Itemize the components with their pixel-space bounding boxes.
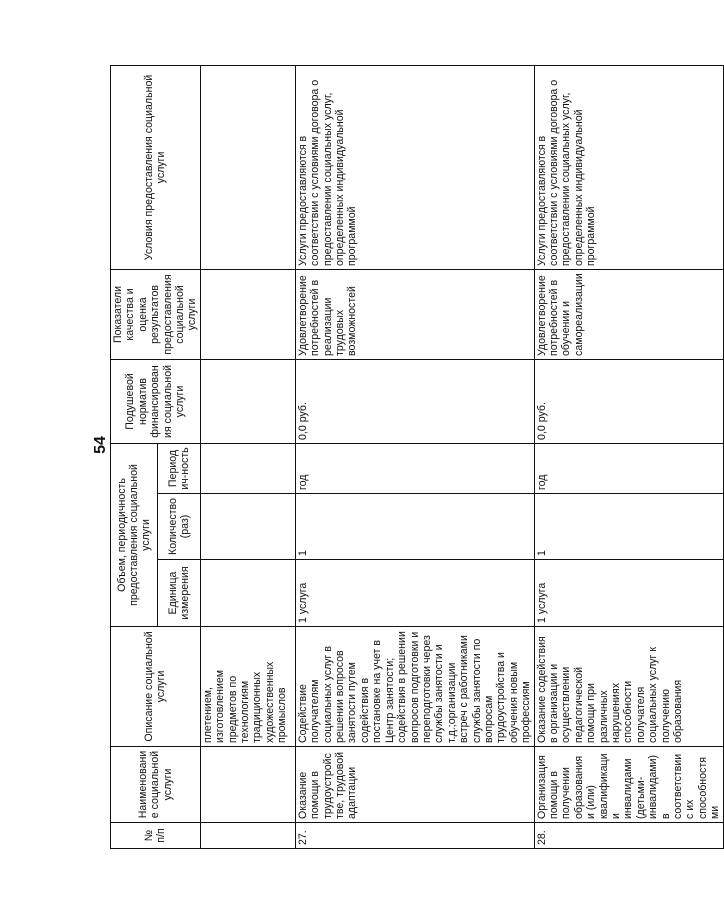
cell-norm: 0,0 руб. bbox=[295, 359, 534, 443]
cell-quantity: 1 bbox=[534, 494, 723, 560]
cell-conditions: Услуги предоставляются в соответствии с условиями договора о предоставлении социальных услуг, определенных индивидуальной программой bbox=[534, 65, 723, 269]
header-norm: Подушевой норматив финансирования социальной услуги bbox=[111, 359, 201, 443]
table-row bbox=[295, 65, 534, 848]
cell-num bbox=[200, 823, 295, 849]
cell-quality bbox=[200, 269, 295, 359]
cell-num: 28. bbox=[534, 823, 723, 849]
cell-name bbox=[200, 747, 295, 823]
table-row bbox=[200, 65, 295, 848]
cell-description: плетением, изготовлением предметов по технологиям традиционных художественных промыслов bbox=[200, 627, 295, 747]
cell-description: Оказание содействия в организации и осуществлении педагогической помощи при различных нарушениях способности получателя социальных услуг к получению образования bbox=[534, 627, 723, 747]
cell-periodicity: год bbox=[295, 443, 534, 493]
cell-periodicity bbox=[200, 443, 295, 493]
cell-quantity: 1 bbox=[295, 494, 534, 560]
cell-description: Содействие получателям социальных услуг в решении вопросов занятости путем содействия в постановке на учет в Центр занятости; содействия в решении вопросов подготовки и переподготовки через службы занятости и т.д.;организации встреч с работниками службы занятости по вопросам трудоустройства и обучения новым профессиям bbox=[295, 627, 534, 747]
cell-norm bbox=[200, 359, 295, 443]
header-unit: Единица измерения bbox=[158, 560, 200, 627]
cell-quantity bbox=[200, 494, 295, 560]
services-table bbox=[110, 65, 724, 849]
cell-quality: Удовлетворение потребностей в обучении и самореализации bbox=[534, 269, 723, 359]
header-name: Наименование социальной услуги bbox=[111, 747, 201, 823]
page-number: 54 bbox=[92, 436, 109, 454]
cell-periodicity: год bbox=[534, 443, 723, 493]
table-header-row bbox=[111, 65, 158, 848]
header-quantity: Количество (раз) bbox=[158, 494, 200, 560]
cell-num: 27. bbox=[295, 823, 534, 849]
table-row bbox=[534, 65, 723, 848]
cell-name: Организация помощи в получении образования и (или) квалификации инвалидами (детьми-инвалидами) в соответствии с их способностями bbox=[534, 747, 723, 823]
cell-conditions bbox=[200, 65, 295, 269]
header-conditions: Условия предоставления социальной услуги bbox=[111, 65, 201, 269]
cell-norm: 0,0 руб. bbox=[534, 359, 723, 443]
header-description: Описание социальной услуги bbox=[111, 627, 201, 747]
header-num: № п/п bbox=[111, 823, 201, 849]
cell-quality: Удовлетворение потребностей в реализации трудовых возможностей bbox=[295, 269, 534, 359]
cell-name: Оказание помощи в трудоустройстве, трудовой адаптации bbox=[295, 747, 534, 823]
header-volume: Объем, периодичность предоставления социальной услуги bbox=[111, 443, 158, 626]
cell-unit bbox=[200, 560, 295, 627]
cell-unit: 1 услуга bbox=[534, 560, 723, 627]
header-quality: Показатели качества и оценка результатов предоставления социальной услуги bbox=[111, 269, 201, 359]
cell-conditions: Услуги предоставляются в соответствии с условиями договора о предоставлении социальных услуг, определенных индивидуальной программой bbox=[295, 65, 534, 269]
cell-unit: 1 услуга bbox=[295, 560, 534, 627]
header-periodicity: Периодич-ность bbox=[158, 443, 200, 493]
